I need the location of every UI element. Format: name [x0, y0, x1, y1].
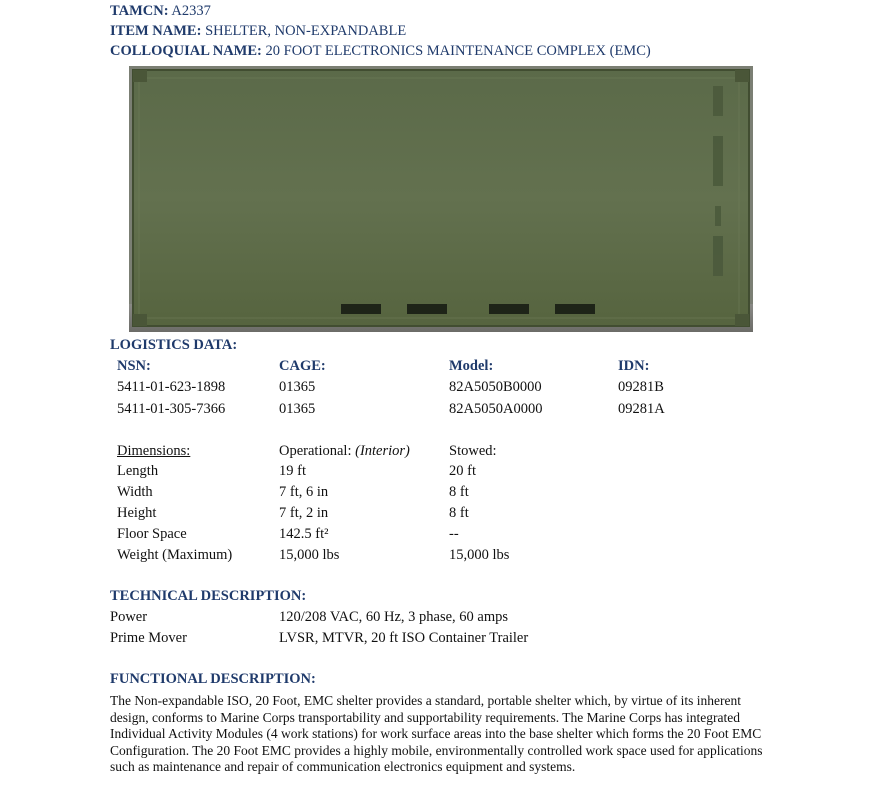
dimension-stowed: 15,000 lbs — [449, 547, 510, 563]
table-cell: 01365 — [279, 401, 316, 417]
col-header-cage: CAGE: — [279, 358, 326, 374]
power-value: 120/208 VAC, 60 Hz, 3 phase, 60 amps — [279, 609, 509, 625]
table-cell: 82A5050B0000 — [449, 379, 542, 395]
table-cell: 09281A — [618, 401, 665, 417]
colloquial-name-label: COLLOQUIAL NAME: — [110, 43, 262, 59]
item-name-line — [110, 22, 406, 40]
container-photo — [129, 66, 753, 332]
prime-mover-value: LVSR, MTVR, 20 ft ISO Container Trailer — [279, 630, 529, 646]
operational-header — [279, 442, 410, 460]
operational-note: (Interior) — [355, 443, 410, 459]
dimensions-label: Dimensions: — [117, 443, 191, 459]
stowed-label: Stowed: — [449, 443, 497, 459]
tamcn-line — [110, 2, 211, 20]
dimension-stowed: 8 ft — [449, 505, 469, 521]
colloquial-name-line — [110, 42, 651, 60]
dimension-name: Width — [117, 484, 153, 500]
table-cell: 09281B — [618, 379, 664, 395]
dimension-name: Length — [117, 463, 159, 479]
table-cell: 5411-01-305-7366 — [117, 401, 226, 417]
col-header-idn: IDN: — [618, 358, 650, 374]
dimension-name: Floor Space — [117, 526, 187, 542]
dimension-stowed: 20 ft — [449, 463, 476, 479]
dimension-stowed: 8 ft — [449, 484, 469, 500]
logistics-title: LOGISTICS DATA: — [110, 337, 238, 353]
col-header-nsn: NSN: — [117, 358, 151, 374]
dimension-operational: 142.5 ft² — [279, 526, 329, 542]
item-name-label: ITEM NAME: — [110, 23, 202, 39]
dimension-operational: 15,000 lbs — [279, 547, 340, 563]
colloquial-name-value: 20 FOOT ELECTRONICS MAINTENANCE COMPLEX (EMC) — [265, 43, 651, 59]
functional-title: FUNCTIONAL DESCRIPTION: — [110, 671, 316, 687]
prime-mover-label: Prime Mover — [110, 630, 187, 646]
table-cell: 5411-01-623-1898 — [117, 379, 226, 395]
table-cell: 82A5050A0000 — [449, 401, 543, 417]
dimension-operational: 7 ft, 6 in — [279, 484, 329, 500]
dimension-name: Weight (Maximum) — [117, 547, 233, 563]
table-cell: 01365 — [279, 379, 316, 395]
container-illustration — [129, 66, 753, 332]
technical-title: TECHNICAL DESCRIPTION: — [110, 588, 307, 604]
col-header-model: Model: — [449, 358, 494, 374]
item-name-value: SHELTER, NON-EXPANDABLE — [205, 23, 407, 39]
power-label: Power — [110, 609, 148, 625]
functional-description: The Non-expandable ISO, 20 Foot, EMC shelter provides a standard, portable shelter which, by virtue of its inherent design, conforms to Marine Corps transportability and supportability requirements. The Marine Corps has integrated Individual Activity Modules (4 work stations) for work surface areas into the base shelter which forms the 20 Foot EMC Configuration. The 20 Foot EMC provides a highly mobile, environmentally controlled work space used for applications such as maintenance and repair of communication electronics equipment and systems. — [110, 693, 763, 774]
dimension-operational: 7 ft, 2 in — [279, 505, 329, 521]
tamcn-label: TAMCN: — [110, 3, 169, 19]
dimension-operational: 19 ft — [279, 463, 306, 479]
dimension-stowed: -- — [449, 526, 459, 542]
operational-label: Operational: — [279, 443, 352, 459]
dimension-name: Height — [117, 505, 157, 521]
tamcn-value: A2337 — [171, 3, 211, 19]
